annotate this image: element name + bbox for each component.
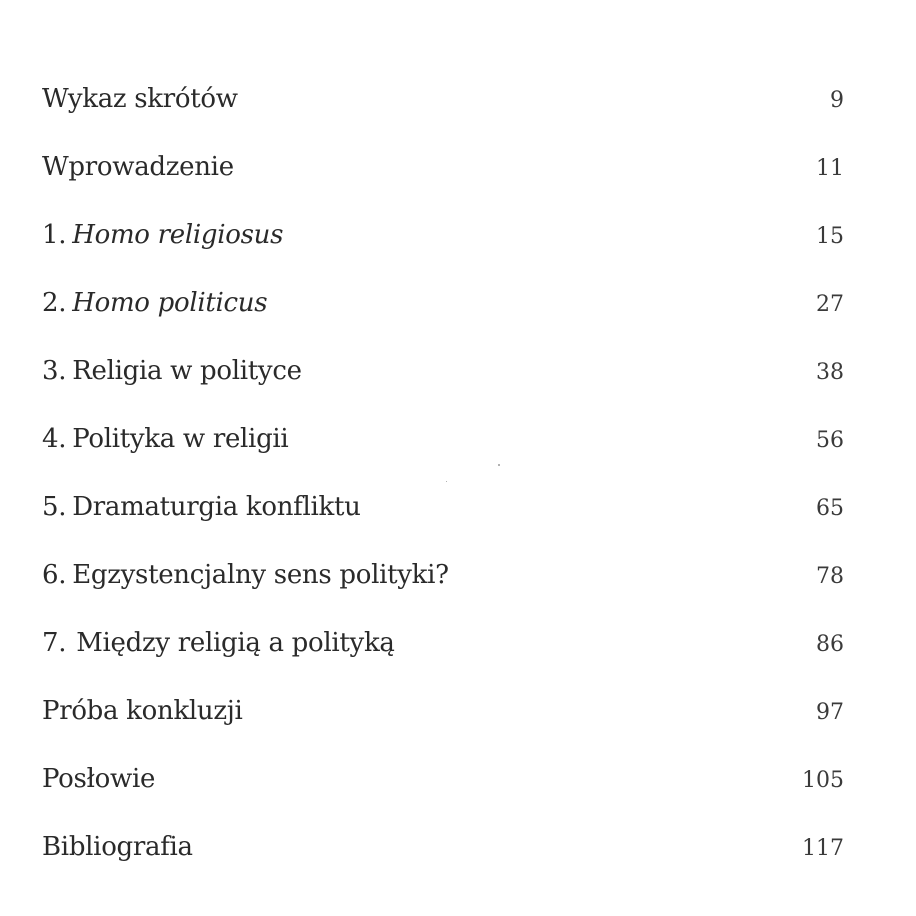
entry-title-text: Między religią a polityką: [76, 628, 395, 658]
toc-entry: [42, 152, 844, 192]
entry-title: [42, 84, 238, 114]
entry-title: [42, 628, 395, 658]
entry-page-number: 9: [830, 88, 844, 113]
entry-title: [42, 832, 193, 862]
entry-page-number: 38: [816, 360, 844, 385]
entry-title: [42, 764, 155, 794]
entry-page-number: 27: [816, 292, 844, 317]
entry-title-text: Posłowie: [42, 764, 156, 794]
entry-title: [42, 356, 302, 386]
entry-title: [42, 288, 267, 318]
toc-entry: [42, 764, 844, 804]
toc-entry: [42, 560, 844, 600]
entry-page-number: 117: [802, 836, 844, 861]
entry-title-text: Próba konkluzji: [42, 696, 243, 726]
entry-page-number: 86: [816, 632, 844, 657]
toc-entry: [42, 696, 844, 736]
entry-page-number: 105: [802, 768, 844, 793]
toc-entry: [42, 832, 844, 872]
chapter-number: 6.: [42, 560, 67, 590]
entry-page-number: 97: [816, 700, 844, 725]
chapter-number: 2.: [42, 288, 67, 318]
entry-page-number: 65: [816, 496, 844, 521]
entry-title-text: Egzystencjalny sens polityki?: [72, 560, 449, 590]
entry-title-text: Religia w polityce: [72, 356, 302, 386]
toc-entry: [42, 220, 844, 260]
entry-title-text: Dramaturgia konfliktu: [72, 492, 361, 522]
chapter-number: 7.: [42, 628, 67, 658]
entry-title-text: Homo politicus: [72, 288, 268, 318]
chapter-number: 5.: [42, 492, 67, 522]
toc-entry: [42, 492, 844, 532]
scan-speck: [446, 481, 447, 482]
toc-entry: [42, 84, 844, 124]
scan-speck: [498, 464, 500, 466]
entry-page-number: 78: [816, 564, 844, 589]
chapter-number: 3.: [42, 356, 67, 386]
entry-title-text: Polityka w religii: [72, 424, 289, 454]
entry-page-number: 56: [816, 428, 844, 453]
entry-title-text: Bibliografia: [42, 832, 193, 862]
entry-title-text: Homo religiosus: [72, 220, 284, 250]
entry-page-number: 11: [816, 156, 844, 181]
entry-title: [42, 560, 449, 590]
entry-title: [42, 220, 283, 250]
entry-page-number: 15: [816, 224, 844, 249]
entry-title: [42, 152, 234, 182]
entry-title: [42, 424, 288, 454]
entry-title-text: Wprowadzenie: [42, 152, 234, 182]
chapter-number: 1.: [42, 220, 67, 250]
entry-title-text: Wykaz skrótów: [42, 84, 238, 114]
toc-entry: [42, 628, 844, 668]
chapter-number: 4.: [42, 424, 67, 454]
toc-entry: [42, 356, 844, 396]
entry-title: [42, 696, 243, 726]
toc-entry: [42, 424, 844, 464]
entry-title: [42, 492, 361, 522]
toc-entry: [42, 288, 844, 328]
